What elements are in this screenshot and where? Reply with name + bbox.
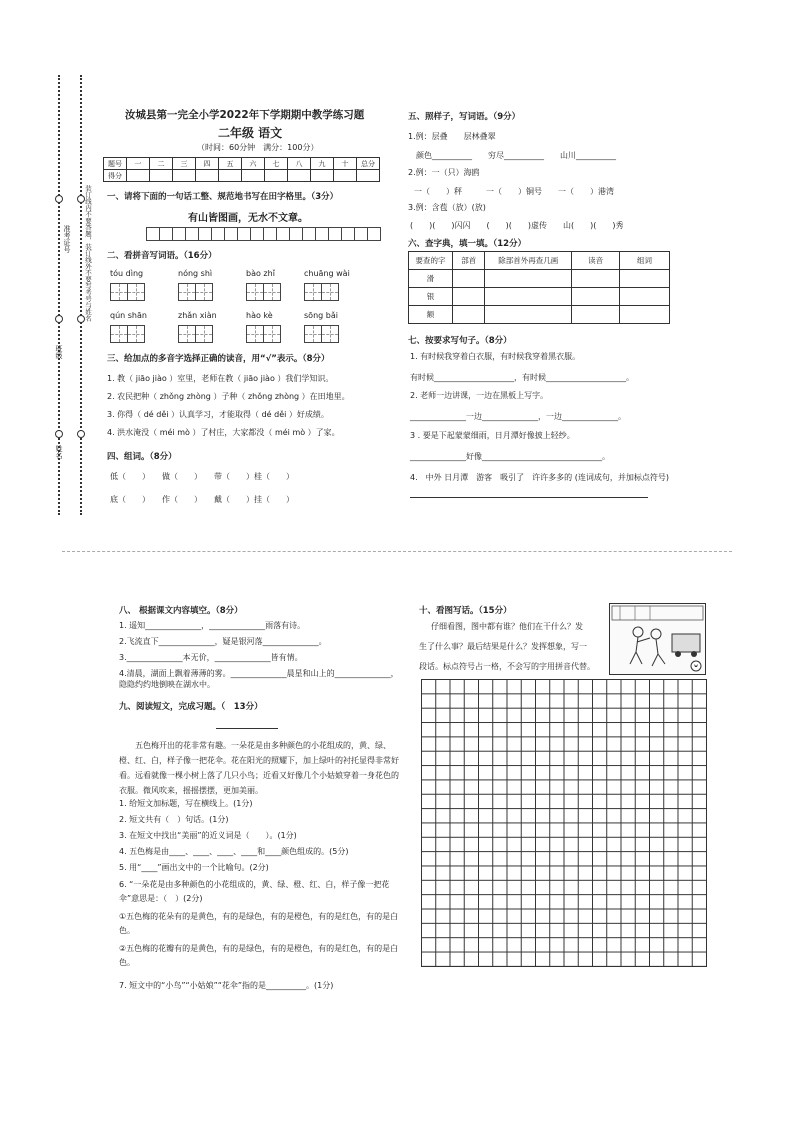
tianzige-cell[interactable]: [237, 227, 251, 241]
score-input-cell[interactable]: [173, 170, 196, 182]
binding-strip: [55, 75, 98, 515]
score-header-cell: 二: [150, 158, 173, 170]
q7-answer-line-4[interactable]: [410, 497, 648, 498]
q6-cell[interactable]: [572, 288, 620, 306]
q7-line-3: 3 . 要是下起蒙蒙细雨，日月潭好像披上轻纱。: [410, 431, 575, 440]
q9-heading: 九、阅读短文，完成习题。（ 13分）: [119, 702, 263, 712]
q6-cell[interactable]: [485, 288, 572, 306]
q2-pinyin-7: hào kè: [246, 311, 273, 320]
q9-passage: 五色梅开出的花非常有趣。一朵花是由多种颜色的小花组成的，黄、绿、橙、红、白，样子像一把花伞。花在阳光的照耀下，加上绿叶的衬托显得非常好看。远看就像一棵小树上落了几只小鸟；近看又好像几个小姑娘穿着一身花色的衣服。微风吹来，摇摇摆摆，更加美丽。: [119, 741, 399, 795]
q9-title-blank[interactable]: [216, 728, 278, 729]
q10-prompt-3: 段话。标点符号占一格，不会写的字用拼音代替。: [419, 662, 595, 671]
q7-line-4: 4. 中外 日月潭 游客 吸引了 许许多多的 (连词成句，并加标点符号): [410, 473, 669, 482]
tianzige-cell[interactable]: [304, 283, 322, 301]
q6-cell[interactable]: [572, 306, 620, 324]
score-input-cell[interactable]: [127, 170, 150, 182]
score-input-cell[interactable]: [150, 170, 173, 182]
tianzige-cell[interactable]: [367, 227, 381, 241]
score-input-cell[interactable]: [334, 170, 357, 182]
binding-hole-2: [55, 315, 63, 323]
q1-sentence: 有山皆图画，无水不文章。: [188, 213, 308, 224]
tianzige-cell[interactable]: [250, 227, 264, 241]
binding-hole-1: [55, 195, 63, 203]
tianzige-cell[interactable]: [172, 227, 186, 241]
tianzige-cell[interactable]: [110, 283, 128, 301]
tianzige-cell[interactable]: [146, 227, 160, 241]
q2-pinyin-8: sōng bǎi: [304, 311, 338, 320]
q9-item-5: 5. 用“____”画出文中的一个比喻句。(2分): [119, 863, 269, 872]
q10-prompt-1: 仔细看图，图中都有谁？他们在干什么？发: [431, 622, 583, 631]
q10-picture: [609, 603, 706, 675]
score-header-cell: 五: [219, 158, 242, 170]
q5-heading: 五、照样子，写词语。（9分）: [408, 112, 521, 122]
q6-cell[interactable]: [572, 270, 620, 288]
q5-row-3: ( )( )闪闪 ( )( )虚传 山( )( )秀: [410, 221, 624, 230]
q2-writing-box-7[interactable]: [246, 325, 280, 343]
score-label-cell: 得分: [104, 170, 127, 182]
score-input-cell[interactable]: [219, 170, 242, 182]
tianzige-cell[interactable]: [246, 325, 264, 343]
tianzige-cell[interactable]: [178, 325, 196, 343]
q6-char-2: 银: [409, 288, 453, 306]
tianzige-cell[interactable]: [341, 227, 355, 241]
q6-cell[interactable]: [453, 288, 485, 306]
score-header-cell: 总分: [357, 158, 380, 170]
q7-heading: 七、按要求写句子。（8分）: [408, 336, 512, 346]
binding-warning: 装订线内不要答题，装订线外不要写考号与姓名: [84, 185, 92, 322]
q6-heading: 六、查字典，填一填。（12分）: [408, 239, 527, 249]
tianzige-cell[interactable]: [328, 227, 342, 241]
q5-row-1: 颜色__________ 穷尽__________ 山川__________: [416, 151, 616, 160]
tianzige-cell[interactable]: [159, 227, 173, 241]
q6-cell[interactable]: [620, 288, 670, 306]
q6-cell[interactable]: [620, 270, 670, 288]
tianzige-cell[interactable]: [211, 227, 225, 241]
q10-prompt-2: 生了什么事？最后结果是什么？发挥想象，写一: [419, 642, 587, 651]
label-class: 班级: [55, 345, 63, 359]
q2-pinyin-5: qún shān: [110, 311, 147, 320]
q2-writing-box-3[interactable]: [246, 283, 280, 301]
q2-pinyin-6: zhǎn xiàn: [178, 311, 217, 320]
q8-line-3: 3.______________本无价，______________皆有情。: [119, 653, 303, 662]
score-input-cell[interactable]: [311, 170, 334, 182]
tianzige-cell[interactable]: [321, 325, 339, 343]
q7-line-2: 2. 老师一边讲课，一边在黑板上写字。: [410, 391, 549, 400]
q6-char-1: 滑: [409, 270, 453, 288]
score-header-cell: 题号: [104, 158, 127, 170]
tianzige-cell[interactable]: [276, 227, 290, 241]
children-football-illustration: [610, 604, 705, 674]
score-input-cell[interactable]: [357, 170, 380, 182]
q6-col-char: 要查的字: [409, 252, 453, 270]
q6-cell[interactable]: [620, 306, 670, 324]
q8-line-1: 1. 遥知______________，______________雨落有诗。: [119, 621, 306, 630]
q3-line-2: 2. 农民把种（ zhǒng zhòng ）子种（ zhǒng zhòng ）在田地里。: [107, 392, 350, 401]
label-exam-number: 准考证号: [63, 225, 71, 253]
q6-lookup-table: [408, 251, 670, 324]
q10-heading: 十、看图写话。（15分）: [419, 606, 512, 616]
q8-line-2: 2.飞流直下______________，疑是银河落______________。: [119, 637, 327, 646]
score-header-cell: 九: [311, 158, 334, 170]
q9-item-2: 2. 短文共有（ ）句话。(1分): [119, 815, 229, 824]
tianzige-cell[interactable]: [315, 227, 329, 241]
q10-writing-grid[interactable]: [421, 679, 707, 967]
q7-answer-3: ______________好像______________________________。: [410, 452, 610, 461]
q7-line-1: 1. 有时候我穿着白衣服，有时候我穿着黑衣服。: [410, 352, 581, 361]
q5-row-2: 一（ ）秤 一（ ）铜号 一（ ）港湾: [414, 187, 614, 196]
tianzige-cell[interactable]: [127, 325, 145, 343]
q9-item-1: 1. 给短文加标题，写在横线上。(1分): [119, 799, 253, 808]
score-header-cell: 四: [196, 158, 219, 170]
q9-item-7: ①五色梅的花朵有的是黄色，有的是绿色，有的是橙色，有的是红色，有的是白色。: [119, 912, 399, 935]
q3-line-3: 3. 你得（ dé děi ）认真学习，才能取得（ dé děi ）好成绩。: [107, 410, 329, 419]
binding-hole-3: [55, 430, 63, 438]
q3-line-4: 4. 洪水淹没（ méi mò ）了村庄，大家都没（ méi mò ）了家。: [107, 428, 340, 437]
tianzige-cell[interactable]: [185, 227, 199, 241]
score-header-cell: 一: [127, 158, 150, 170]
q8-line-4: 4.清晨，湖面上飘着薄薄的雾。______________晨星和山上的______________，隐隐约约地倒映在湖水中。: [119, 669, 399, 689]
q6-col-words: 组词: [620, 252, 670, 270]
q6-col-radical: 部首: [453, 252, 485, 270]
q5-example-1: 1.例：层叠 层林叠翠: [408, 132, 496, 141]
q6-cell[interactable]: [453, 270, 485, 288]
q5-example-2: 2.例：一（只）海鸥: [408, 168, 480, 177]
q6-char-3: 额: [409, 306, 453, 324]
q9-item-8: ②五色梅的花瓣有的是黄色，有的是绿色，有的是橙色，有的是红色，有的是白色。: [119, 944, 399, 967]
tianzige-cell[interactable]: [198, 227, 212, 241]
tianzige-cell[interactable]: [289, 227, 303, 241]
q4-heading: 四、组词。（8分）: [107, 452, 177, 462]
q3-heading: 三、给加点的多音字选择正确的读音，用“√”表示。（8分）: [107, 354, 330, 364]
q2-pinyin-2: nóng shì: [178, 269, 213, 278]
q9-item-4: 4. 五色梅是由____、____、____、____和____颜色组成的。(5分): [119, 847, 349, 856]
q2-writing-box-4[interactable]: [304, 283, 338, 301]
page-divider: [62, 551, 732, 552]
score-input-cell[interactable]: [196, 170, 219, 182]
tianzige-cell[interactable]: [127, 283, 145, 301]
tianzige-cell[interactable]: [263, 227, 277, 241]
score-header-cell: 八: [288, 158, 311, 170]
score-header-cell: 十: [334, 158, 357, 170]
tianzige-cell[interactable]: [246, 283, 264, 301]
tianzige-cell[interactable]: [321, 283, 339, 301]
tianzige-cell[interactable]: [224, 227, 238, 241]
tianzige-cell[interactable]: [302, 227, 316, 241]
score-table: [103, 157, 380, 182]
tianzige-cell[interactable]: [263, 325, 281, 343]
q2-writing-box-2[interactable]: [178, 283, 212, 301]
score-input-cell[interactable]: [242, 170, 265, 182]
q1-heading: 一、请将下面的一句话工整、规范地书写在田字格里。（3分）: [107, 192, 339, 202]
q2-writing-box-8[interactable]: [304, 325, 338, 343]
q3-line-1: 1. 教（ jiāo jiào ）室里，老师在教（ jiāo jiào ）我们学知识。: [107, 374, 334, 383]
q2-writing-box-6[interactable]: [178, 325, 212, 343]
tianzige-cell[interactable]: [110, 325, 128, 343]
q8-heading: 八、 根据课文内容填空。（8分）: [119, 606, 243, 616]
q6-col-reading: 读音: [572, 252, 620, 270]
q5-example-3: 3.例：含苞（放）(放): [408, 203, 486, 212]
q2-heading: 二、看拼音写词语。（16分）: [107, 251, 217, 261]
q6-col-strokes: 除部首外再查几画: [485, 252, 572, 270]
q2-pinyin-4: chuāng wài: [304, 269, 350, 278]
q6-cell[interactable]: [485, 306, 572, 324]
tianzige-cell[interactable]: [354, 227, 368, 241]
dotted-line-inner: [80, 75, 82, 515]
q2-writing-box-1[interactable]: [110, 283, 144, 301]
q9-item-9: 7. 短文中的“小鸟”“小姑娘”“花伞”指的是__________。(1分): [119, 981, 334, 990]
tianzige-cell[interactable]: [195, 325, 213, 343]
q4-row-1: 低（ ） 做（ ） 带（ ）桂（ ）: [110, 472, 294, 481]
binding-hole-6: [77, 430, 85, 438]
q9-item-3: 3. 在短文中找出“美丽”的近义词是（ ）。(1分): [119, 831, 297, 840]
score-header-cell: 七: [265, 158, 288, 170]
q6-cell[interactable]: [485, 270, 572, 288]
q2-pinyin-3: bào zhǐ: [246, 269, 275, 278]
score-input-cell[interactable]: [288, 170, 311, 182]
tianzige-cell[interactable]: [263, 283, 281, 301]
score-header-cell: 三: [173, 158, 196, 170]
q2-pinyin-1: tóu dìng: [110, 269, 144, 278]
q7-answer-2: ______________一边______________，一边______________。: [410, 412, 626, 421]
q9-item-6: 6. “一朵花是由多种颜色的小花组成的，黄、绿、橙、红、白，样子像一把花伞”意思是：（ ）(2分): [119, 880, 390, 903]
tianzige-cell[interactable]: [195, 283, 213, 301]
subject-title: 二年级 语文: [218, 126, 283, 140]
q1-writing-grid[interactable]: [146, 227, 380, 241]
q7-answer-1: 有时候____________________，有时候____________________。: [410, 373, 634, 382]
q2-writing-box-5[interactable]: [110, 325, 144, 343]
tianzige-cell[interactable]: [304, 325, 322, 343]
time-score: （时间：60分钟 满分：100分）: [197, 143, 319, 152]
score-header-cell: 六: [242, 158, 265, 170]
school-title: 汝城县第一完全小学2022年下学期期中教学练习题: [125, 109, 365, 121]
label-name: 姓名: [55, 445, 63, 459]
score-input-cell[interactable]: [265, 170, 288, 182]
q4-row-2: 底（ ） 作（ ） 戴（ ）挂（ ）: [110, 495, 294, 504]
tianzige-cell[interactable]: [178, 283, 196, 301]
q6-cell[interactable]: [453, 306, 485, 324]
